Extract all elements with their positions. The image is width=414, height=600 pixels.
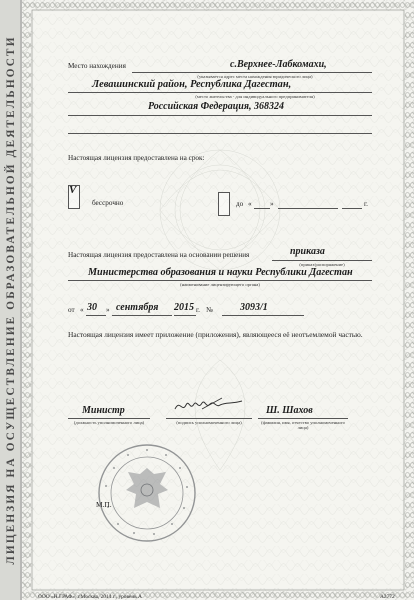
until-day-line [254, 208, 270, 209]
date-day: 30 [87, 302, 97, 313]
date-from-label: от [68, 306, 75, 314]
location-value-1: с.Верхнее-Лабкомахи, [230, 59, 327, 70]
date-day-line [86, 315, 106, 316]
number-line [222, 315, 304, 316]
seal-mp-label: М.П. [96, 500, 112, 509]
authority-line [68, 280, 372, 281]
position-line [68, 418, 150, 419]
until-quote-open: « [248, 200, 252, 208]
authority-caption: (наименование лицензирующего органа) [180, 282, 260, 287]
date-year-suffix: г. [196, 306, 200, 314]
license-body [38, 12, 402, 600]
location-line-1 [132, 72, 372, 73]
decision-number: 3093/1 [240, 302, 268, 313]
decision-type: приказа [290, 246, 325, 257]
number-label: № [206, 306, 213, 314]
location-line-3 [68, 115, 372, 116]
until-label: до [236, 200, 244, 208]
authority-name: Министерства образования и науки Республики Дагестан [88, 267, 353, 278]
date-quote-open: « [80, 306, 84, 314]
decision-type-line [272, 260, 372, 261]
official-seal [96, 442, 198, 544]
until-year-suffix: г. [364, 200, 368, 208]
signature-image [172, 395, 246, 417]
printer-imprint: ООО «Н.ГРАФ», г.Москва, 2014 г., уровень А [38, 594, 142, 600]
term-until-checkbox [218, 192, 230, 216]
sign-caption: (подпись уполномоченного лица) [176, 420, 242, 425]
signatory-name: Ш. Шахов [266, 405, 313, 416]
appendix-text: Настоящая лицензия имеет приложение (приложения), являющееся её неотъемлемой частью. [68, 330, 363, 339]
name-caption: (фамилия, имя, отчество уполномоченного лица) [261, 420, 345, 430]
sign-line [166, 418, 252, 419]
date-year-line [174, 315, 196, 316]
basis-label: Настоящая лицензия предоставлена на основании решения [68, 251, 250, 259]
location-value-3: Российская Федерация, 368324 [148, 101, 285, 112]
form-code: А2772 [380, 594, 395, 600]
until-month-line [278, 208, 338, 209]
date-year: 2015 [174, 302, 194, 313]
date-quote-close: » [106, 306, 110, 314]
term-label: Настоящая лицензия предоставлена на срок: [68, 154, 205, 162]
date-month: сентября [116, 302, 159, 313]
indefinite-label: бессрочно [92, 199, 124, 207]
location-label: Место нахождения [68, 62, 126, 70]
until-year-line [342, 208, 362, 209]
decision-type-caption: (приказ/распоряжение) [299, 262, 345, 267]
name-line [258, 418, 348, 419]
location-line-2 [68, 92, 372, 93]
indefinite-check-mark: V [69, 184, 77, 196]
side-title: ЛИЦЕНЗИЯ НА ОСУЩЕСТВЛЕНИЕ ОБРАЗОВАТЕЛЬНОЙ ДЕЯТЕЛЬНОСТИ [5, 35, 17, 565]
location-caption-2: (место жительства - для индивидуального предпринимателя) [195, 94, 315, 99]
position-caption: (должность уполномоченного лица) [73, 420, 145, 425]
location-line-4 [68, 133, 372, 134]
location-value-2: Левашинский район, Республика Дагестан, [92, 79, 292, 90]
signatory-position: Министр [82, 405, 125, 416]
location-caption-1: (указывается адрес места нахождения юридического лица) [197, 74, 313, 79]
until-quote-close: » [270, 200, 274, 208]
date-month-line [112, 315, 172, 316]
